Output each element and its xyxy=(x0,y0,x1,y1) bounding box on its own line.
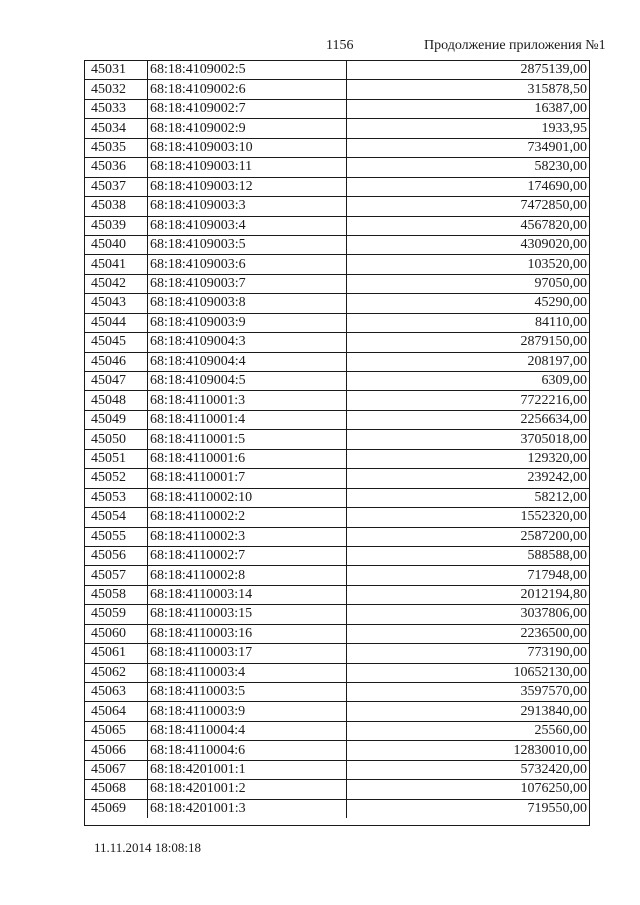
row-number: 45061 xyxy=(85,644,148,663)
row-number: 45047 xyxy=(85,372,148,391)
row-number: 45051 xyxy=(85,449,148,468)
table-row xyxy=(85,274,589,293)
cadastral-value: 717948,00 xyxy=(347,566,590,585)
cadastral-value: 2875139,00 xyxy=(347,61,590,80)
cadastral-value: 1933,95 xyxy=(347,119,590,138)
cadastral-value: 2913840,00 xyxy=(347,702,590,721)
cadastral-number: 68:18:4110001:5 xyxy=(148,430,347,449)
table-row xyxy=(85,177,589,196)
table-row xyxy=(85,294,589,313)
table-row xyxy=(85,605,589,624)
cadastral-value: 2587200,00 xyxy=(347,527,590,546)
registry-table-body xyxy=(85,61,589,818)
table-row xyxy=(85,683,589,702)
row-number: 45044 xyxy=(85,313,148,332)
table-row xyxy=(85,741,589,760)
table-row xyxy=(85,61,589,80)
cadastral-number: 68:18:4110003:16 xyxy=(148,624,347,643)
row-number: 45050 xyxy=(85,430,148,449)
table-row xyxy=(85,372,589,391)
table-row xyxy=(85,799,589,818)
cadastral-value: 2256634,00 xyxy=(347,410,590,429)
cadastral-value: 315878,50 xyxy=(347,80,590,99)
row-number: 45045 xyxy=(85,333,148,352)
row-number: 45058 xyxy=(85,585,148,604)
cadastral-number: 68:18:4110003:4 xyxy=(148,663,347,682)
cadastral-number: 68:18:4109003:6 xyxy=(148,255,347,274)
cadastral-number: 68:18:4201001:3 xyxy=(148,799,347,818)
cadastral-number: 68:18:4110001:3 xyxy=(148,391,347,410)
cadastral-number: 68:18:4109003:3 xyxy=(148,197,347,216)
table-row xyxy=(85,138,589,157)
row-number: 45036 xyxy=(85,158,148,177)
cadastral-number: 68:18:4110002:2 xyxy=(148,508,347,527)
cadastral-number: 68:18:4109003:9 xyxy=(148,313,347,332)
cadastral-value: 3597570,00 xyxy=(347,683,590,702)
cadastral-number: 68:18:4109003:7 xyxy=(148,274,347,293)
table-row xyxy=(85,255,589,274)
page-number: 1156 xyxy=(326,38,354,53)
cadastral-number: 68:18:4110002:7 xyxy=(148,546,347,565)
cadastral-value: 1076250,00 xyxy=(347,780,590,799)
cadastral-number: 68:18:4109003:5 xyxy=(148,235,347,254)
cadastral-number: 68:18:4109002:7 xyxy=(148,99,347,118)
table-row xyxy=(85,527,589,546)
cadastral-value: 208197,00 xyxy=(347,352,590,371)
cadastral-value: 58230,00 xyxy=(347,158,590,177)
table-row xyxy=(85,119,589,138)
row-number: 45067 xyxy=(85,760,148,779)
cadastral-number: 68:18:4110003:5 xyxy=(148,683,347,702)
table-row xyxy=(85,333,589,352)
cadastral-number: 68:18:4110001:7 xyxy=(148,469,347,488)
cadastral-value: 103520,00 xyxy=(347,255,590,274)
cadastral-number: 68:18:4109002:6 xyxy=(148,80,347,99)
cadastral-value: 7722216,00 xyxy=(347,391,590,410)
cadastral-value: 4567820,00 xyxy=(347,216,590,235)
table-row xyxy=(85,352,589,371)
cadastral-number: 68:18:4109003:12 xyxy=(148,177,347,196)
table-row xyxy=(85,663,589,682)
cadastral-value: 773190,00 xyxy=(347,644,590,663)
cadastral-number: 68:18:4109002:9 xyxy=(148,119,347,138)
cadastral-value: 2879150,00 xyxy=(347,333,590,352)
cadastral-number: 68:18:4110002:10 xyxy=(148,488,347,507)
cadastral-value: 3705018,00 xyxy=(347,430,590,449)
cadastral-value: 45290,00 xyxy=(347,294,590,313)
cadastral-value: 25560,00 xyxy=(347,721,590,740)
table-row xyxy=(85,391,589,410)
row-number: 45033 xyxy=(85,99,148,118)
cadastral-number: 68:18:4110003:14 xyxy=(148,585,347,604)
row-number: 45041 xyxy=(85,255,148,274)
table-row xyxy=(85,624,589,643)
cadastral-number: 68:18:4110004:6 xyxy=(148,741,347,760)
table-row xyxy=(85,430,589,449)
cadastral-number: 68:18:4110002:8 xyxy=(148,566,347,585)
table-row xyxy=(85,197,589,216)
table-row xyxy=(85,449,589,468)
cadastral-value: 3037806,00 xyxy=(347,605,590,624)
row-number: 45062 xyxy=(85,663,148,682)
cadastral-value: 2012194,80 xyxy=(347,585,590,604)
row-number: 45052 xyxy=(85,469,148,488)
row-number: 45054 xyxy=(85,508,148,527)
row-number: 45057 xyxy=(85,566,148,585)
cadastral-number: 68:18:4201001:1 xyxy=(148,760,347,779)
cadastral-value: 719550,00 xyxy=(527,800,587,816)
table-row xyxy=(85,585,589,604)
cadastral-number: 68:18:4109004:3 xyxy=(148,333,347,352)
table-row xyxy=(85,721,589,740)
table-row xyxy=(85,702,589,721)
cadastral-value: 97050,00 xyxy=(347,274,590,293)
table-row xyxy=(85,488,589,507)
table-row xyxy=(85,780,589,799)
table-row xyxy=(85,80,589,99)
cadastral-number: 68:18:4109003:8 xyxy=(148,294,347,313)
row-number: 45039 xyxy=(85,216,148,235)
row-number: 45034 xyxy=(85,119,148,138)
cadastral-value: 58212,00 xyxy=(347,488,590,507)
cadastral-value: 12830010,00 xyxy=(347,741,590,760)
cadastral-number: 68:18:4110001:4 xyxy=(148,410,347,429)
print-timestamp: 11.11.2014 18:08:18 xyxy=(94,840,202,855)
row-number: 45043 xyxy=(85,294,148,313)
table-row xyxy=(85,158,589,177)
table-row xyxy=(85,410,589,429)
row-number: 45035 xyxy=(85,138,148,157)
cadastral-value: 239242,00 xyxy=(347,469,590,488)
row-number: 45046 xyxy=(85,352,148,371)
table-row xyxy=(85,760,589,779)
row-number: 45055 xyxy=(85,527,148,546)
row-number: 45042 xyxy=(85,274,148,293)
row-number: 45032 xyxy=(85,80,148,99)
cadastral-number: 68:18:4110003:17 xyxy=(148,644,347,663)
cadastral-number: 68:18:4109004:5 xyxy=(148,372,347,391)
row-number: 45049 xyxy=(85,410,148,429)
row-number: 45053 xyxy=(85,488,148,507)
table-row xyxy=(85,566,589,585)
table-row xyxy=(85,235,589,254)
row-number: 45040 xyxy=(85,235,148,254)
cadastral-value: 84110,00 xyxy=(347,313,590,332)
cadastral-value: 129320,00 xyxy=(347,449,590,468)
row-number: 45066 xyxy=(85,741,148,760)
cadastral-value: 2236500,00 xyxy=(347,624,590,643)
row-number: 45065 xyxy=(85,721,148,740)
cadastral-number: 68:18:4110003:9 xyxy=(148,702,347,721)
table-row xyxy=(85,313,589,332)
cadastral-number: 68:18:4109002:5 xyxy=(148,61,347,80)
cadastral-number: 68:18:4110004:4 xyxy=(148,721,347,740)
row-number: 45069 xyxy=(85,799,148,818)
row-number: 45037 xyxy=(85,177,148,196)
row-number: 45031 xyxy=(85,61,148,80)
cadastral-value: 4309020,00 xyxy=(347,235,590,254)
cadastral-value: 7472850,00 xyxy=(347,197,590,216)
cadastral-value: 6309,00 xyxy=(347,372,590,391)
row-number: 45060 xyxy=(85,624,148,643)
page-caption: Продолжение приложения №1 xyxy=(424,38,606,53)
table-row xyxy=(85,644,589,663)
cadastral-number: 68:18:4110002:3 xyxy=(148,527,347,546)
row-number: 45056 xyxy=(85,546,148,565)
cadastral-number: 68:18:4109003:10 xyxy=(148,138,347,157)
row-number: 45038 xyxy=(85,197,148,216)
cadastral-number: 68:18:4109004:4 xyxy=(148,352,347,371)
cadastral-value: 5732420,00 xyxy=(347,760,590,779)
table-row xyxy=(85,469,589,488)
cadastral-number: 68:18:4110003:15 xyxy=(148,605,347,624)
table-row xyxy=(85,546,589,565)
cadastral-value: 734901,00 xyxy=(347,138,590,157)
row-number: 45048 xyxy=(85,391,148,410)
cadastral-value: 1552320,00 xyxy=(347,508,590,527)
cadastral-value: 10652130,00 xyxy=(347,663,590,682)
cadastral-number: 68:18:4201001:2 xyxy=(148,780,347,799)
cadastral-number: 68:18:4109003:4 xyxy=(148,216,347,235)
row-number: 45068 xyxy=(85,780,148,799)
table-row xyxy=(85,508,589,527)
row-number: 45059 xyxy=(85,605,148,624)
cadastral-value: 16387,00 xyxy=(347,99,590,118)
row-number: 45063 xyxy=(85,683,148,702)
cadastral-number: 68:18:4109003:11 xyxy=(148,158,347,177)
row-number: 45064 xyxy=(85,702,148,721)
cadastral-value: 174690,00 xyxy=(347,177,590,196)
table-row xyxy=(85,99,589,118)
registry-table xyxy=(84,60,590,826)
table-row xyxy=(85,216,589,235)
cadastral-number: 68:18:4110001:6 xyxy=(148,449,347,468)
cadastral-value: 588588,00 xyxy=(347,546,590,565)
